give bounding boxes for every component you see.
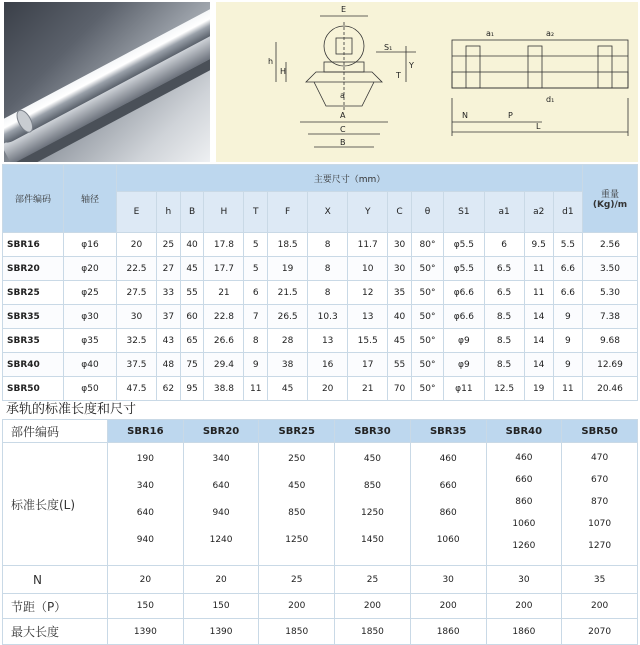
label-P: P <box>508 111 513 120</box>
dimension-value: φ5.5 <box>444 257 484 281</box>
dimension-value: 95 <box>180 377 204 401</box>
dimension-value: 50° <box>411 305 443 329</box>
pitch-label: 节距（P） <box>3 594 108 619</box>
max-length-value: 1860 <box>486 619 562 645</box>
std-length-cell <box>108 443 184 566</box>
part-code: SBR25 <box>3 281 64 305</box>
std-length-value: 450 <box>363 454 382 464</box>
std-length-value: 460 <box>439 454 457 464</box>
label-N: N <box>462 111 468 120</box>
pitch-value: 150 <box>183 594 259 619</box>
std-length-value: 1450 <box>361 535 384 545</box>
technical-drawing <box>216 2 638 162</box>
dimension-header-6: X <box>308 192 348 233</box>
std-length-value: 470 <box>591 453 609 463</box>
dimension-value: φ5.5 <box>444 233 484 257</box>
spec-row <box>3 233 638 257</box>
dimension-value: 25 <box>157 233 181 257</box>
label-H: H <box>280 67 287 76</box>
part-code: SBR50 <box>3 377 64 401</box>
pitch-value: 200 <box>410 594 486 619</box>
dimension-value: 9 <box>553 305 582 329</box>
dimension-value: 50° <box>411 281 443 305</box>
dimension-value: 55 <box>180 281 204 305</box>
std-length-value: 860 <box>439 508 457 518</box>
dimension-value: 45 <box>180 257 204 281</box>
dimension-value: 21 <box>348 377 388 401</box>
std-length-value: 1270 <box>588 541 612 551</box>
std-length-value: 1060 <box>436 535 460 545</box>
shaft-diameter: φ20 <box>64 257 117 281</box>
dimension-value: 45 <box>268 377 308 401</box>
part-code: SBR16 <box>3 233 64 257</box>
rail-part-code: SBR30 <box>335 420 411 443</box>
dimension-value: 7 <box>244 305 268 329</box>
weight-value: 12.69 <box>583 353 638 377</box>
dimension-value: 21.5 <box>268 281 308 305</box>
label-C: C <box>340 125 346 134</box>
label-B: B <box>340 138 346 147</box>
dimension-header-13: d1 <box>553 192 582 233</box>
max-length-value: 1850 <box>335 619 411 645</box>
std-length-value: 340 <box>136 481 154 491</box>
std-length-cell <box>335 443 411 566</box>
n-value: 20 <box>108 566 184 594</box>
pitch-value: 150 <box>108 594 184 619</box>
std-length-label: 标准长度(L) <box>3 443 108 566</box>
max-length-value: 1850 <box>259 619 335 645</box>
dimension-value: 12 <box>348 281 388 305</box>
dimension-value: 9 <box>244 353 268 377</box>
dimension-header-11: a1 <box>484 192 524 233</box>
label-L: L <box>536 122 541 131</box>
weight-unit: (Kg)/m <box>592 200 628 210</box>
dimension-value: φ11 <box>444 377 484 401</box>
dimension-value: 19 <box>268 257 308 281</box>
dimension-value: 50° <box>411 257 443 281</box>
spec-row <box>3 257 638 281</box>
pitch-value: 200 <box>562 594 638 619</box>
std-length-cell <box>259 443 335 566</box>
std-length-value: 670 <box>591 475 609 485</box>
dimension-value: 35 <box>388 281 412 305</box>
std-length-row <box>3 443 638 566</box>
dimension-value: 5 <box>244 257 268 281</box>
dimension-value: 9 <box>553 353 582 377</box>
dimension-value: 27 <box>157 257 181 281</box>
dimension-value: 62 <box>157 377 181 401</box>
rail-header-part-code: 部件编码 <box>3 420 108 443</box>
dimension-value: 6.6 <box>553 257 582 281</box>
dimension-header-3: H <box>204 192 244 233</box>
rail-header-row <box>3 420 638 443</box>
dimension-value: 29.4 <box>204 353 244 377</box>
std-length-value: 1260 <box>512 541 536 551</box>
std-length-cell <box>183 443 259 566</box>
rail-part-code: SBR40 <box>486 420 562 443</box>
n-value: 30 <box>486 566 562 594</box>
dimension-value: 6 <box>244 281 268 305</box>
max-length-value: 2070 <box>562 619 638 645</box>
dimension-value: 5 <box>244 233 268 257</box>
dimension-value: 9.5 <box>524 233 553 257</box>
dimension-value: 11 <box>524 281 553 305</box>
header-main-dimensions: 主要尺寸（mm） <box>117 165 583 192</box>
part-code: SBR40 <box>3 353 64 377</box>
dimension-value: 50° <box>411 377 443 401</box>
dimension-value: 30 <box>388 257 412 281</box>
weight-value: 2.56 <box>583 233 638 257</box>
dimension-value: 11 <box>553 377 582 401</box>
dimension-header-4: T <box>244 192 268 233</box>
dimension-diagram <box>216 2 638 162</box>
dimension-value: 8 <box>244 329 268 353</box>
n-value: 25 <box>335 566 411 594</box>
std-length-value: 1250 <box>361 508 384 518</box>
dimension-header-2: B <box>180 192 204 233</box>
spec-row <box>3 305 638 329</box>
shaft-diameter: φ30 <box>64 305 117 329</box>
std-length-value: 250 <box>288 454 306 464</box>
dimension-header-9: θ <box>411 192 443 233</box>
dimension-value: 26.5 <box>268 305 308 329</box>
weight-value: 9.68 <box>583 329 638 353</box>
std-length-value: 850 <box>363 481 382 491</box>
dimension-value: 10 <box>348 257 388 281</box>
weight-value: 7.38 <box>583 305 638 329</box>
dimension-value: 8 <box>308 257 348 281</box>
n-value: 25 <box>259 566 335 594</box>
max-length-value: 1390 <box>183 619 259 645</box>
dimension-header-12: a2 <box>524 192 553 233</box>
std-length-value: 660 <box>439 481 457 491</box>
dimension-value: 6.5 <box>484 257 524 281</box>
dimension-value: 80° <box>411 233 443 257</box>
std-length-value: 860 <box>515 497 533 507</box>
dimension-value: 16 <box>308 353 348 377</box>
label-S1: S₁ <box>384 43 393 52</box>
dimension-value: 27.5 <box>117 281 157 305</box>
weight-value: 3.50 <box>583 257 638 281</box>
max-length-value: 1860 <box>410 619 486 645</box>
dimension-value: 6.6 <box>553 281 582 305</box>
dimension-value: 11.7 <box>348 233 388 257</box>
std-length-value: 640 <box>136 508 154 518</box>
label-a: a <box>340 91 345 100</box>
std-length-value: 850 <box>288 508 306 518</box>
rail-product-photo <box>4 2 210 162</box>
rail-part-code: SBR20 <box>183 420 259 443</box>
label-d1: d₁ <box>546 95 555 104</box>
header-shaft-dia: 轴径 <box>64 165 117 233</box>
std-length-value: 460 <box>515 453 533 463</box>
dimension-value: 55 <box>388 353 412 377</box>
shaft-diameter: φ16 <box>64 233 117 257</box>
dimension-value: 43 <box>157 329 181 353</box>
pitch-row <box>3 594 638 619</box>
dimension-value: 14 <box>524 353 553 377</box>
dimension-value: φ9 <box>444 353 484 377</box>
spec-row <box>3 353 638 377</box>
std-length-cell <box>410 443 486 566</box>
std-length-value: 660 <box>515 475 533 485</box>
shaft-diameter: φ40 <box>64 353 117 377</box>
dimension-value: 8.5 <box>484 305 524 329</box>
dimension-value: 50° <box>411 329 443 353</box>
label-a1: a₁ <box>486 29 495 38</box>
dimension-value: 9 <box>553 329 582 353</box>
spec-table <box>2 164 638 401</box>
dimension-value: 8 <box>308 233 348 257</box>
max-length-label: 最大长度 <box>3 619 108 645</box>
header-weight <box>583 165 638 233</box>
rail-part-code: SBR16 <box>108 420 184 443</box>
label-T: T <box>396 71 401 80</box>
dimension-value: 13 <box>308 329 348 353</box>
dimension-value: 19 <box>524 377 553 401</box>
dimension-value: 5.5 <box>553 233 582 257</box>
pitch-value: 200 <box>259 594 335 619</box>
shaft-diameter: φ35 <box>64 329 117 353</box>
dimension-value: 40 <box>388 305 412 329</box>
std-length-value: 340 <box>212 454 230 464</box>
weight-value: 20.46 <box>583 377 638 401</box>
dimension-value: 45 <box>388 329 412 353</box>
dimension-value: 22.8 <box>204 305 244 329</box>
dimension-value: 47.5 <box>117 377 157 401</box>
label-E: E <box>341 5 347 14</box>
dimension-value: 13 <box>348 305 388 329</box>
dimension-value: 8.5 <box>484 353 524 377</box>
dimension-value: 48 <box>157 353 181 377</box>
rail-length-table <box>2 419 638 645</box>
dimension-value: 11 <box>524 257 553 281</box>
std-length-value: 940 <box>136 535 154 545</box>
n-value: 20 <box>183 566 259 594</box>
dimension-value: 30 <box>117 305 157 329</box>
label-h: h <box>268 57 274 66</box>
rail-part-code: SBR35 <box>410 420 486 443</box>
dimension-value: 28 <box>268 329 308 353</box>
dimension-value: 21 <box>204 281 244 305</box>
dimension-value: 17.7 <box>204 257 244 281</box>
shaft-diameter: φ25 <box>64 281 117 305</box>
dimension-header-10: S1 <box>444 192 484 233</box>
dimension-value: 10.3 <box>308 305 348 329</box>
dimension-header-1: h <box>157 192 181 233</box>
dimension-value: 37 <box>157 305 181 329</box>
header-part-code: 部件编码 <box>3 165 64 233</box>
dimension-value: 17.8 <box>204 233 244 257</box>
std-length-cell <box>562 443 638 566</box>
dimension-value: 37.5 <box>117 353 157 377</box>
std-length-cell <box>486 443 562 566</box>
dimension-value: 8.5 <box>484 329 524 353</box>
dimension-value: 70 <box>388 377 412 401</box>
dimension-value: 14 <box>524 305 553 329</box>
std-length-value: 870 <box>591 497 609 507</box>
n-row <box>3 566 638 594</box>
dimension-value: 11 <box>244 377 268 401</box>
dimension-value: 15.5 <box>348 329 388 353</box>
dimension-value: 18.5 <box>268 233 308 257</box>
shaft-diameter: φ50 <box>64 377 117 401</box>
std-length-value: 1250 <box>285 535 309 545</box>
dimension-header-0: E <box>117 192 157 233</box>
dimension-value: 40 <box>180 233 204 257</box>
spec-row <box>3 281 638 305</box>
dimension-header-8: C <box>388 192 412 233</box>
dimension-value: 20 <box>308 377 348 401</box>
n-value: 35 <box>562 566 638 594</box>
dimension-value: 60 <box>180 305 204 329</box>
dimension-value: 30 <box>388 233 412 257</box>
std-length-value: 940 <box>212 508 230 518</box>
dimension-value: 6.5 <box>484 281 524 305</box>
dimension-value: 6 <box>484 233 524 257</box>
dimension-value: φ6.6 <box>444 281 484 305</box>
spec-row <box>3 377 638 401</box>
dimension-value: 38.8 <box>204 377 244 401</box>
std-length-value: 640 <box>212 481 230 491</box>
label-Y: Y <box>409 61 414 70</box>
n-value: 30 <box>410 566 486 594</box>
dimension-value: 8 <box>308 281 348 305</box>
rail-part-code: SBR25 <box>259 420 335 443</box>
std-length-value: 1060 <box>512 519 536 529</box>
linear-rail-image <box>4 2 210 162</box>
dimension-value: 50° <box>411 353 443 377</box>
part-code: SBR35 <box>3 305 64 329</box>
pitch-value: 200 <box>486 594 562 619</box>
label-a2: a₂ <box>546 29 555 38</box>
max-length-value: 1390 <box>108 619 184 645</box>
std-length-value: 1070 <box>588 519 612 529</box>
dimension-value: 38 <box>268 353 308 377</box>
std-length-value: 190 <box>136 454 154 464</box>
part-code: SBR20 <box>3 257 64 281</box>
dimension-header-5: F <box>268 192 308 233</box>
dimension-value: 12.5 <box>484 377 524 401</box>
part-code: SBR35 <box>3 329 64 353</box>
dimension-value: 26.6 <box>204 329 244 353</box>
rail-part-code: SBR50 <box>562 420 638 443</box>
dimension-value: 22.5 <box>117 257 157 281</box>
dimension-value: φ6.6 <box>444 305 484 329</box>
spec-row <box>3 329 638 353</box>
dimension-value: φ9 <box>444 329 484 353</box>
max-length-row <box>3 619 638 645</box>
label-A: A <box>340 111 346 120</box>
dimension-value: 65 <box>180 329 204 353</box>
dimension-value: 75 <box>180 353 204 377</box>
dimension-value: 20 <box>117 233 157 257</box>
dimension-value: 17 <box>348 353 388 377</box>
pitch-value: 200 <box>335 594 411 619</box>
dimension-value: 32.5 <box>117 329 157 353</box>
rail-section-title: 承轨的标准长度和尺寸 <box>6 402 137 417</box>
weight-label: 重量 <box>600 190 619 200</box>
std-length-value: 450 <box>288 481 306 491</box>
std-length-value: 1240 <box>209 535 233 545</box>
dimension-header-7: Y <box>348 192 388 233</box>
dimension-value: 14 <box>524 329 553 353</box>
dimension-value: 33 <box>157 281 181 305</box>
weight-value: 5.30 <box>583 281 638 305</box>
n-label: N <box>3 566 108 594</box>
